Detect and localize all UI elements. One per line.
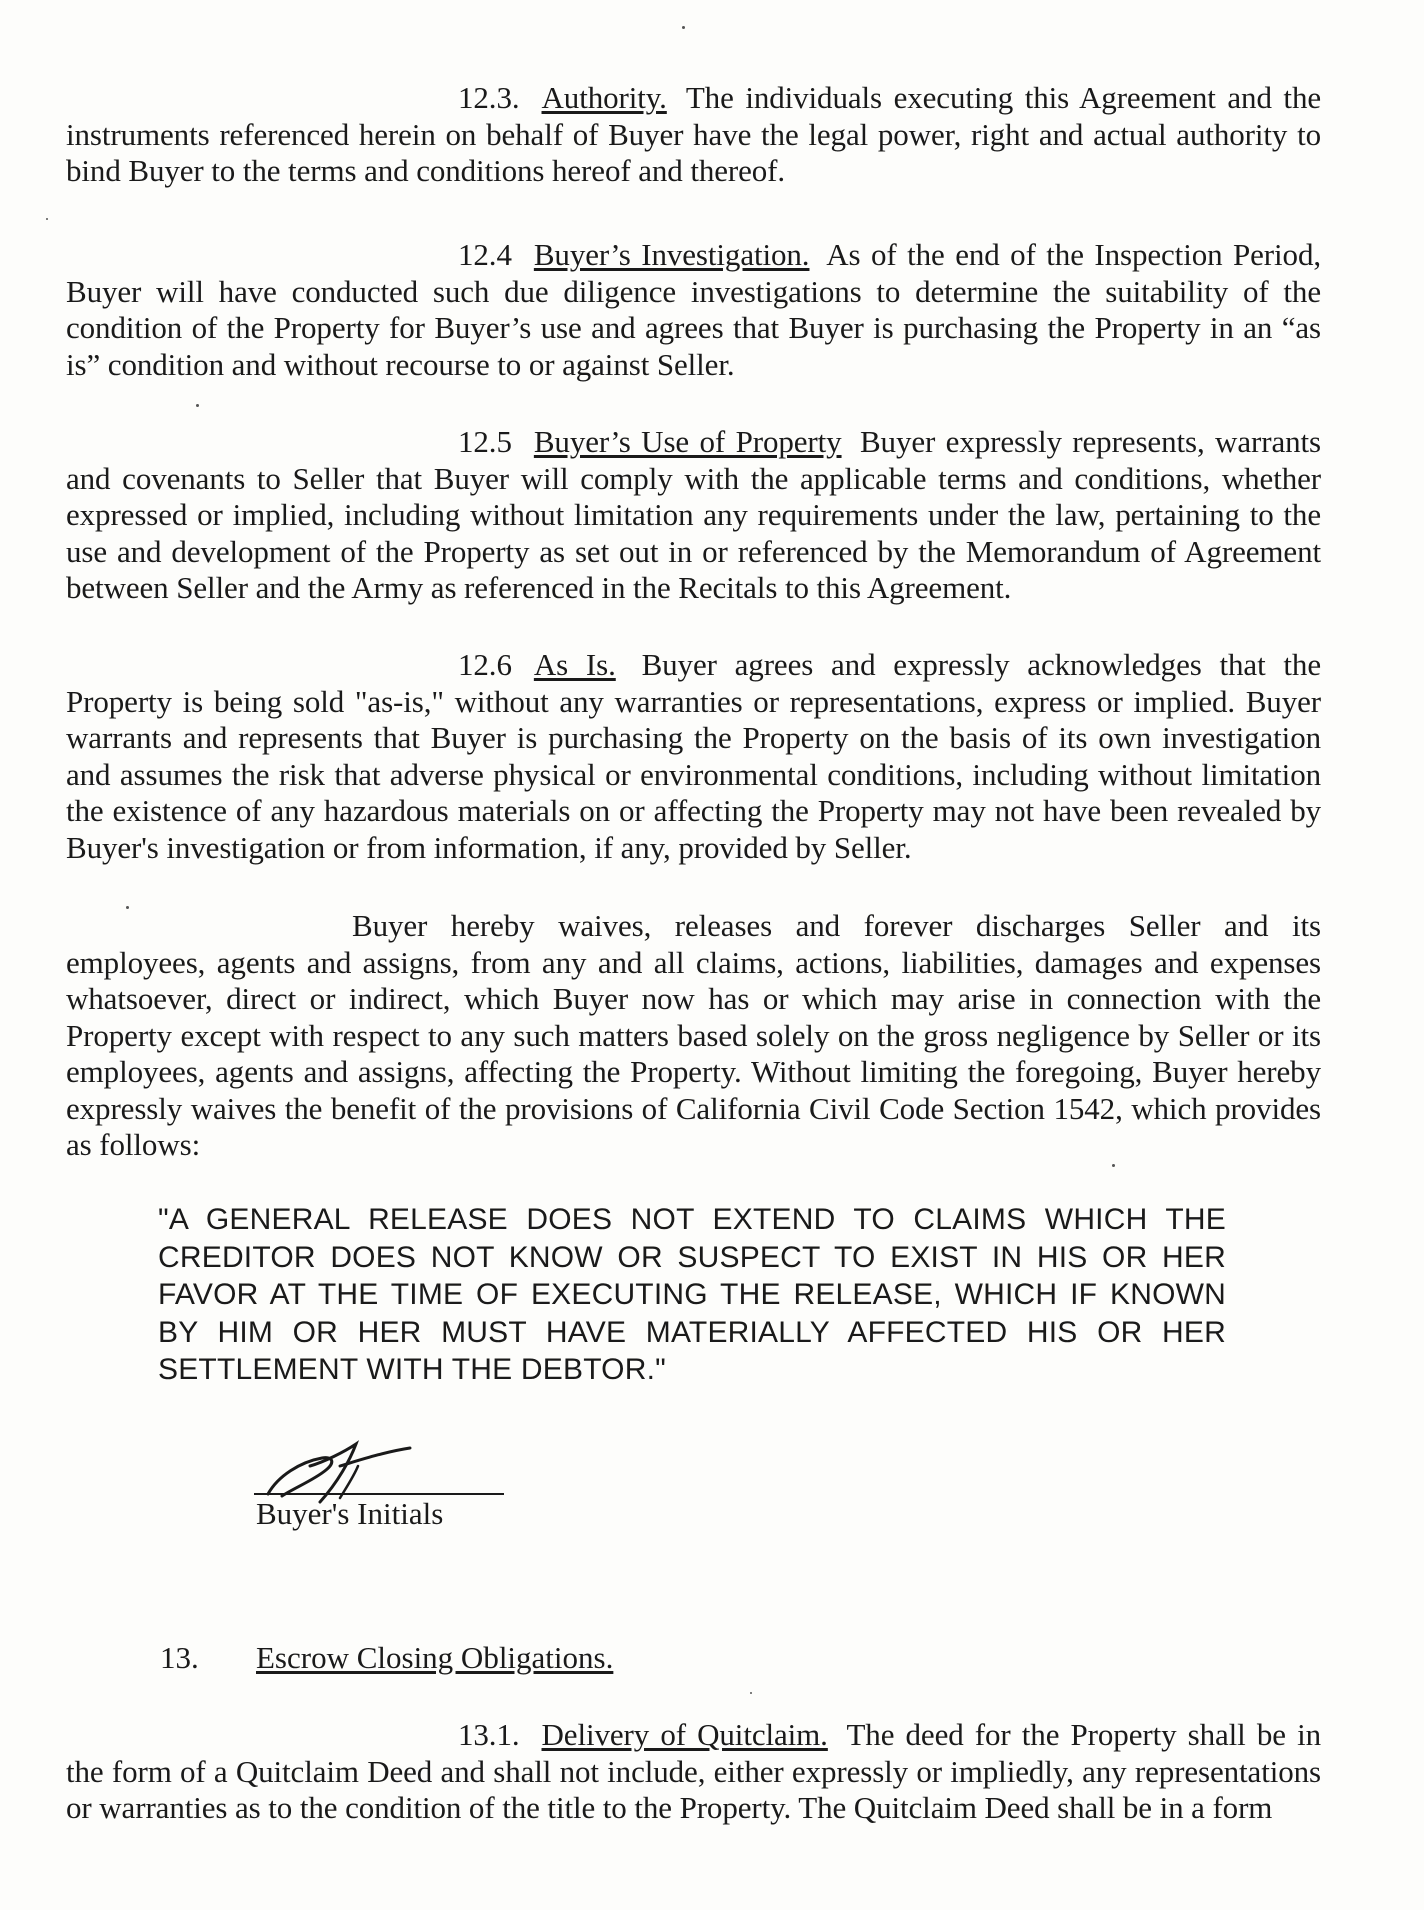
scan-speck bbox=[750, 1692, 752, 1694]
buyer-initials-block bbox=[254, 1436, 514, 1546]
paragraph-body: The individuals executing this Agreement and the instruments referenced herein on behalf of Buyer have the legal power, right and actual authority to bind Buyer to the terms and conditions hereof and thereof. bbox=[66, 80, 1321, 188]
scan-speck bbox=[682, 26, 685, 29]
paragraph-number: 12.4 bbox=[458, 237, 512, 272]
paragraph-heading: Authority. bbox=[541, 80, 667, 115]
paragraph-number: 12.5 bbox=[458, 424, 512, 459]
paragraph-number: 13.1. bbox=[458, 1717, 520, 1752]
paragraph-body: The deed for the Property shall be in the form of a Quitclaim Deed and shall not include, either expressly or impliedly, any representations or warranties as to the condition of the title to the Property. The Quitclaim Deed shall be in a form bbox=[66, 1717, 1321, 1825]
paragraph-body: Buyer agrees and expressly acknowledges that the Property is being sold "as-is," without any warranties or representations, express or implied. Buyer warrants and represents that Buyer is purchasing the Property on the basis of its own investigation and assumes the risk that adverse physical or environmental conditions, including without limitation the existence of any hazardous materials on or affecting the Property may not have been revealed by Buyer's investigation or from information, if any, provided by Seller. bbox=[66, 647, 1321, 865]
paragraph-heading: Delivery of Quitclaim. bbox=[541, 1717, 828, 1752]
paragraph-body: As of the end of the Inspection Period, Buyer will have conducted such due diligence investigations to determine the suitability of the condition of the Property for Buyer’s use and agrees that Buyer is purchasing the Property in an “as is” condition and without recourse to or against Seller. bbox=[66, 237, 1321, 382]
paragraph-heading: As Is. bbox=[533, 647, 616, 682]
scan-speck bbox=[46, 218, 48, 220]
paragraph-13-1 bbox=[66, 1717, 1321, 1827]
scan-speck bbox=[196, 404, 199, 407]
paragraph-number: 12.3. bbox=[458, 80, 520, 115]
paragraph-12-3 bbox=[66, 80, 1321, 190]
paragraph-12-5 bbox=[66, 424, 1321, 607]
civil-code-quote: "A GENERAL RELEASE DOES NOT EXTEND TO CLAIMS WHICH THE CREDITOR DOES NOT KNOW OR SUSPECT TO EXIST IN HIS OR HER FAVOR AT THE TIME OF EXECUTING THE RELEASE, WHICH IF KNOWN BY HIM OR HER MUST HAVE MATERIALLY AFFECTED HIS OR HER SETTLEMENT WITH THE DEBTOR." bbox=[158, 1203, 1226, 1386]
paragraph-waiver bbox=[66, 908, 1321, 1164]
scan-speck bbox=[1112, 1164, 1115, 1167]
paragraph-number: 12.6 bbox=[458, 647, 512, 682]
section-title: Escrow Closing Obligations. bbox=[256, 1640, 614, 1675]
signature-line bbox=[254, 1493, 504, 1495]
paragraph-12-4 bbox=[66, 237, 1321, 383]
section-number: 13. bbox=[160, 1640, 199, 1675]
paragraph-heading: Buyer’s Investigation. bbox=[533, 237, 810, 272]
paragraph-body: Buyer expressly represents, warrants and covenants to Seller that Buyer will comply with the applicable terms and conditions, whether expressed or implied, including without limitation any requirements under the law, pertaining to the use and development of the Property as set out in or referenced by the Memorandum of Agreement between Seller and the Army as referenced in the Recitals to this Agreement. bbox=[66, 424, 1321, 605]
paragraph-12-6 bbox=[66, 647, 1321, 866]
section-13-heading bbox=[160, 1640, 613, 1676]
paragraph-heading: Buyer’s Use of Property bbox=[533, 424, 842, 459]
initials-label: Buyer's Initials bbox=[256, 1496, 444, 1531]
paragraph-body: Buyer hereby waives, releases and forever discharges Seller and its employees, agents and assigns, from any and all claims, actions, liabilities, damages and expenses whatsoever, direct or indirect, which Buyer now has or which may arise in connection with the Property except with respect to any such matters based solely on the gross negligence by Seller or its employees, agents and assigns, affecting the Property. Without limiting the foregoing, Buyer hereby expressly waives the benefit of the provisions of California Civil Code Section 1542, which provides as follows: bbox=[66, 908, 1321, 1162]
